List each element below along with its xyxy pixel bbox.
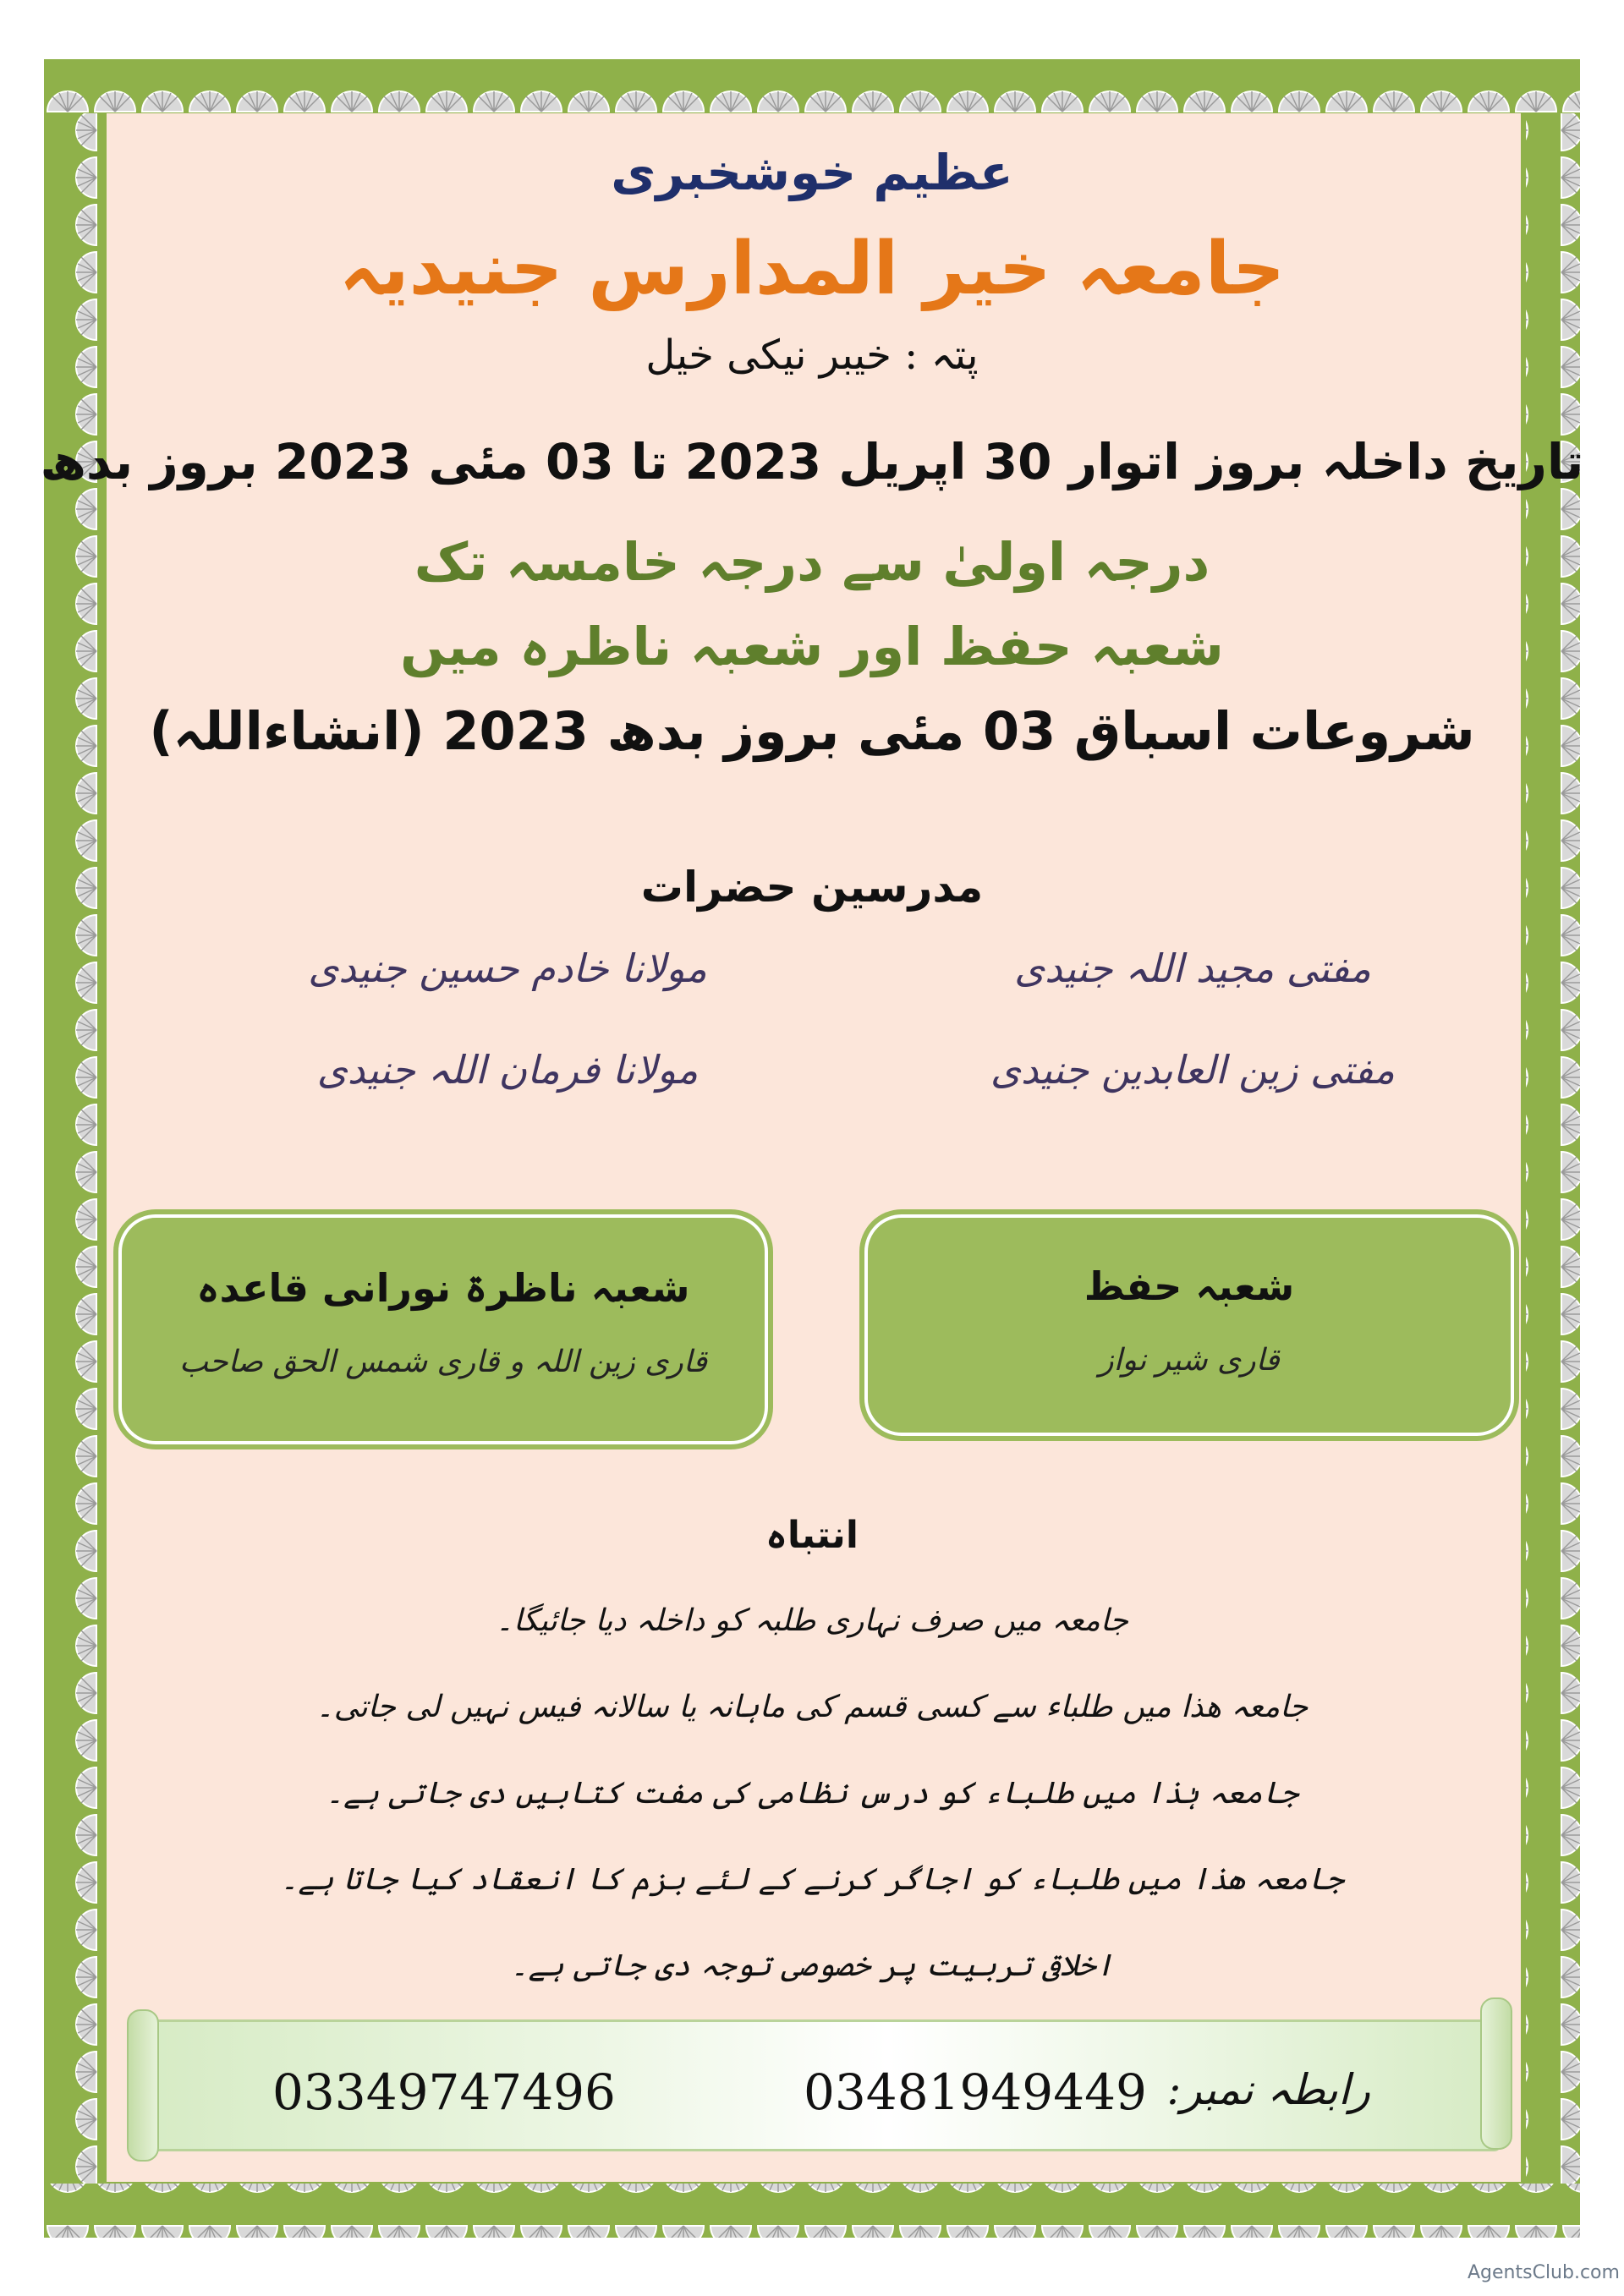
notice-item: جامعہ ہٰذا میں طلباء کو درس نظامی کی مفت کتابیں دی جاتی ہے۔ [326,1776,1298,1811]
nazira-department-box [118,1214,768,1444]
hifz-title: شعبہ حفظ [1084,1263,1295,1309]
teacher-name: مولانا خادم حسین جنیدی [308,945,707,991]
scroll-roll-left [127,2009,159,2162]
teacher-name: مفتی زین العابدین جنیدی [990,1047,1396,1093]
contact-label: رابطہ نمبر: [1166,2065,1370,2114]
nazira-teacher: قاری زین اللہ و قاری شمس الحق صاحب [178,1345,707,1379]
nazira-title: شعبہ ناظرۃ نورانی قاعدہ [196,1265,690,1311]
teachers-heading: مدرسین حضرات [640,863,984,912]
watermark: AgentsClub.com [1468,2262,1620,2283]
notice-item: جامعہ ھذا میں طلباء سے کسی قسم کی ماہانہ یا سالانہ فیس نہیں لی جاتی۔ [315,1690,1309,1724]
notice-item: اخلاقی تربیت پر خصوصی توجہ دی جاتی ہے۔ [510,1948,1114,1983]
phone-number-2: 03349747496 [272,2063,616,2121]
departments-line: شعبہ حفظ اور شعبہ ناظرہ میں [400,616,1224,677]
admission-dates: تاریخ داخلہ بروز اتوار 30 اپریل 2023 تا 03 مئی 2023 بروز بدھ [40,433,1584,490]
address-line: پتہ : خیبر نیکی خیل [645,332,979,379]
hifz-department-box [864,1214,1514,1436]
institution-name: جامعہ خیر المدارس جنیدیہ [338,227,1286,311]
classes-start-line: شروعات اسباق 03 مئی بروز بدھ 2023 (انشاءاللہ) [149,700,1475,762]
teacher-name: مولانا فرمان اللہ جنیدی [316,1047,699,1093]
notice-heading: انتباہ [765,1514,859,1557]
teacher-name: مفتی مجید اللہ جنیدی [1014,945,1371,991]
scroll-roll-right [1480,1997,1512,2150]
phone-number-1: 03481949449 [804,2063,1147,2121]
grades-range: درجہ اولیٰ سے درجہ خامسہ تک [414,531,1210,593]
hifz-teacher: قاری شیر نواز [1099,1343,1280,1378]
notice-item: جامعہ ھذا میں طلباء کو اجاگر کرنے کے لئے بزم کا انعقاد کیا جاتا ہے۔ [280,1862,1344,1897]
good-news-heading: عظیم خوشخبری [611,144,1013,201]
notice-item: جامعہ میں صرف نہاری طلبہ کو داخلہ دیا جائیگا۔ [495,1603,1129,1638]
